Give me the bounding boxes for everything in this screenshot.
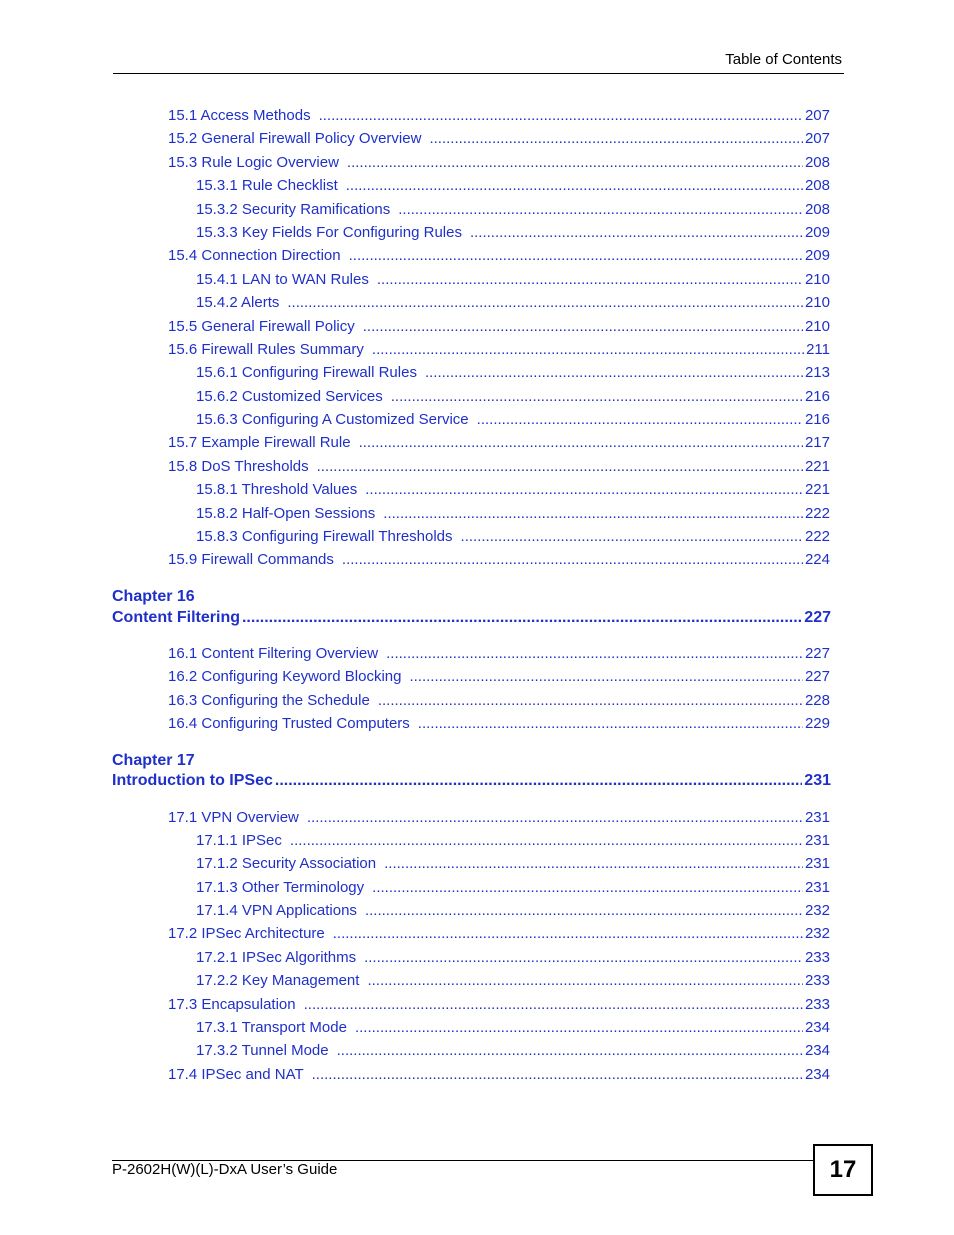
header-rule — [113, 73, 844, 74]
chapter-17-title-entry[interactable] — [112, 772, 831, 790]
toc-entry-15-3[interactable] — [168, 154, 830, 174]
toc-entry-15-8-3[interactable] — [196, 528, 830, 548]
toc-entry-15-3-1[interactable] — [196, 177, 830, 197]
toc-entry-label: 16.3 Configuring the Schedule — [168, 692, 370, 709]
toc-entry-label: 15.8.2 Half-Open Sessions — [196, 505, 376, 522]
toc-entry-15-2[interactable] — [168, 130, 830, 150]
toc-entry-label: 17.3.2 Tunnel Mode — [196, 1042, 329, 1059]
toc-entry-page: 233 — [804, 996, 830, 1013]
toc-entry-page: 228 — [804, 692, 830, 709]
toc-entry-page: 209 — [804, 224, 830, 241]
toc-entry-page: 231 — [804, 879, 830, 896]
toc-entry-15-8-1[interactable] — [196, 481, 830, 501]
toc-entry-17-1-4[interactable] — [196, 902, 830, 922]
toc-entry-page: 222 — [804, 528, 830, 545]
toc-entry-17-2-1[interactable] — [196, 949, 830, 969]
toc-entry-label: 15.5 General Firewall Policy — [168, 318, 355, 335]
toc-entry-15-7[interactable] — [168, 434, 830, 454]
toc-entry-page: 217 — [804, 434, 830, 451]
toc-entry-16-4[interactable] — [168, 715, 830, 735]
toc-entry-page: 233 — [804, 972, 830, 989]
toc-entry-page: 227 — [804, 668, 830, 685]
toc-entry-page: 208 — [804, 154, 830, 171]
footer-guide-name: P-2602H(W)(L)-DxA User’s Guide — [112, 1161, 338, 1178]
toc-entry-15-3-3[interactable] — [196, 224, 830, 244]
toc-entry-15-4-1[interactable] — [196, 271, 830, 291]
toc-entry-17-1[interactable] — [168, 809, 830, 829]
toc-entry-label: 15.8 DoS Thresholds — [168, 458, 309, 475]
toc-entry-label: 15.3.3 Key Fields For Configuring Rules — [196, 224, 462, 241]
toc-entry-label: 17.3 Encapsulation — [168, 996, 296, 1013]
toc-entry-label: 15.9 Firewall Commands — [168, 551, 334, 568]
toc-entry-page: 222 — [804, 505, 830, 522]
toc-entry-label: 15.6.3 Configuring A Customized Service — [196, 411, 469, 428]
toc-entry-17-1-3[interactable] — [196, 879, 830, 899]
toc-entry-page: 209 — [804, 247, 830, 264]
toc-entry-page: 221 — [804, 458, 830, 475]
toc-entry-15-4[interactable] — [168, 247, 830, 267]
toc-entry-15-6[interactable] — [168, 341, 830, 361]
toc-entry-15-6-3[interactable] — [196, 411, 830, 431]
toc-entry-page: 234 — [804, 1066, 830, 1083]
page-header-title: Table of Contents — [725, 51, 842, 68]
toc-entry-17-4[interactable] — [168, 1066, 830, 1086]
toc-entry-15-6-2[interactable] — [196, 388, 830, 408]
toc-entry-page: 224 — [804, 551, 830, 568]
toc-entry-page: 231 — [804, 809, 830, 826]
toc-entry-16-2[interactable] — [168, 668, 830, 688]
toc-entry-page: 216 — [804, 388, 830, 405]
toc-entry-label: 15.8.3 Configuring Firewall Thresholds — [196, 528, 453, 545]
toc-entry-label: 17.1.2 Security Association — [196, 855, 377, 872]
toc-entry-label: 16.2 Configuring Keyword Blocking — [168, 668, 402, 685]
toc-entry-label: 15.3 Rule Logic Overview — [168, 154, 339, 171]
chapter-17-label[interactable]: Chapter 17 — [112, 752, 195, 769]
toc-entry-label: 15.6.2 Customized Services — [196, 388, 383, 405]
toc-entry-label: 15.4.2 Alerts — [196, 294, 280, 311]
page-number: 17 — [829, 1156, 857, 1183]
toc-entry-page: 210 — [804, 294, 830, 311]
toc-entry-label: 16.4 Configuring Trusted Computers — [168, 715, 410, 732]
toc-entry-15-5[interactable] — [168, 318, 830, 338]
toc-entry-15-1[interactable] — [168, 107, 830, 127]
toc-entry-15-4-2[interactable] — [196, 294, 830, 314]
toc-entry-label: 15.6.1 Configuring Firewall Rules — [196, 364, 417, 381]
toc-entry-15-8-2[interactable] — [196, 505, 830, 525]
toc-entry-15-3-2[interactable] — [196, 201, 830, 221]
toc-entry-label: 17.1.4 VPN Applications — [196, 902, 357, 919]
toc-entry-page: 211 — [806, 341, 830, 358]
toc-entry-page: 207 — [804, 130, 830, 147]
toc-entry-page: 210 — [804, 271, 830, 288]
toc-entry-label: 17.1.3 Other Terminology — [196, 879, 365, 896]
toc-entry-15-6-1[interactable] — [196, 364, 830, 384]
toc-entry-page: 234 — [804, 1019, 830, 1036]
chapter-title: Introduction to IPSec — [112, 772, 273, 789]
toc-entry-17-1-2[interactable] — [196, 855, 830, 875]
toc-entry-page: 229 — [804, 715, 830, 732]
toc-entry-page: 232 — [804, 925, 830, 942]
toc-entry-page: 231 — [804, 855, 830, 872]
toc-entry-17-3-2[interactable] — [196, 1042, 830, 1062]
toc-entry-label: 17.2 IPSec Architecture — [168, 925, 325, 942]
page-number-box — [813, 1144, 873, 1196]
toc-entry-16-1[interactable] — [168, 645, 830, 665]
toc-entry-page: 227 — [804, 645, 830, 662]
toc-entry-page: 213 — [804, 364, 830, 381]
toc-entry-label: 17.2.1 IPSec Algorithms — [196, 949, 357, 966]
toc-entry-label: 17.4 IPSec and NAT — [168, 1066, 304, 1083]
toc-entry-label: 17.2.2 Key Management — [196, 972, 360, 989]
toc-entry-label: 15.2 General Firewall Policy Overview — [168, 130, 422, 147]
toc-entry-label: 15.7 Example Firewall Rule — [168, 434, 351, 451]
toc-entry-page: 221 — [804, 481, 830, 498]
toc-entry-17-2-2[interactable] — [196, 972, 830, 992]
toc-entry-page: 216 — [804, 411, 830, 428]
toc-entry-page: 208 — [804, 177, 830, 194]
toc-entry-17-2[interactable] — [168, 925, 830, 945]
toc-entry-page: 207 — [804, 107, 830, 124]
toc-entry-17-3-1[interactable] — [196, 1019, 830, 1039]
chapter-page: 231 — [804, 772, 831, 789]
toc-entry-label: 15.3.1 Rule Checklist — [196, 177, 338, 194]
toc-entry-page: 232 — [804, 902, 830, 919]
chapter-16-title-entry[interactable] — [112, 609, 831, 627]
toc-entry-16-3[interactable] — [168, 692, 830, 712]
toc-entry-label: 15.3.2 Security Ramifications — [196, 201, 391, 218]
toc-entry-label: 17.3.1 Transport Mode — [196, 1019, 347, 1036]
toc-entry-page: 233 — [804, 949, 830, 966]
toc-entry-page: 234 — [804, 1042, 830, 1059]
toc-entry-label: 15.6 Firewall Rules Summary — [168, 341, 364, 358]
toc-entry-15-9[interactable] — [168, 551, 830, 571]
toc-entry-label: 17.1 VPN Overview — [168, 809, 299, 826]
toc-entry-label: 15.4 Connection Direction — [168, 247, 341, 264]
toc-entry-label: 15.1 Access Methods — [168, 107, 311, 124]
toc-entry-label: 16.1 Content Filtering Overview — [168, 645, 379, 662]
toc-entry-15-8[interactable] — [168, 458, 830, 478]
chapter-page: 227 — [804, 609, 831, 626]
toc-entry-label: 15.4.1 LAN to WAN Rules — [196, 271, 369, 288]
toc-entry-page: 231 — [804, 832, 830, 849]
toc-entry-label: 15.8.1 Threshold Values — [196, 481, 358, 498]
chapter-title: Content Filtering — [112, 609, 240, 626]
chapter-16-label[interactable]: Chapter 16 — [112, 588, 195, 605]
toc-entry-page: 210 — [804, 318, 830, 335]
toc-entry-page: 208 — [804, 201, 830, 218]
toc-entry-17-3[interactable] — [168, 996, 830, 1016]
toc-entry-label: 17.1.1 IPSec — [196, 832, 282, 849]
toc-entry-17-1-1[interactable] — [196, 832, 830, 852]
